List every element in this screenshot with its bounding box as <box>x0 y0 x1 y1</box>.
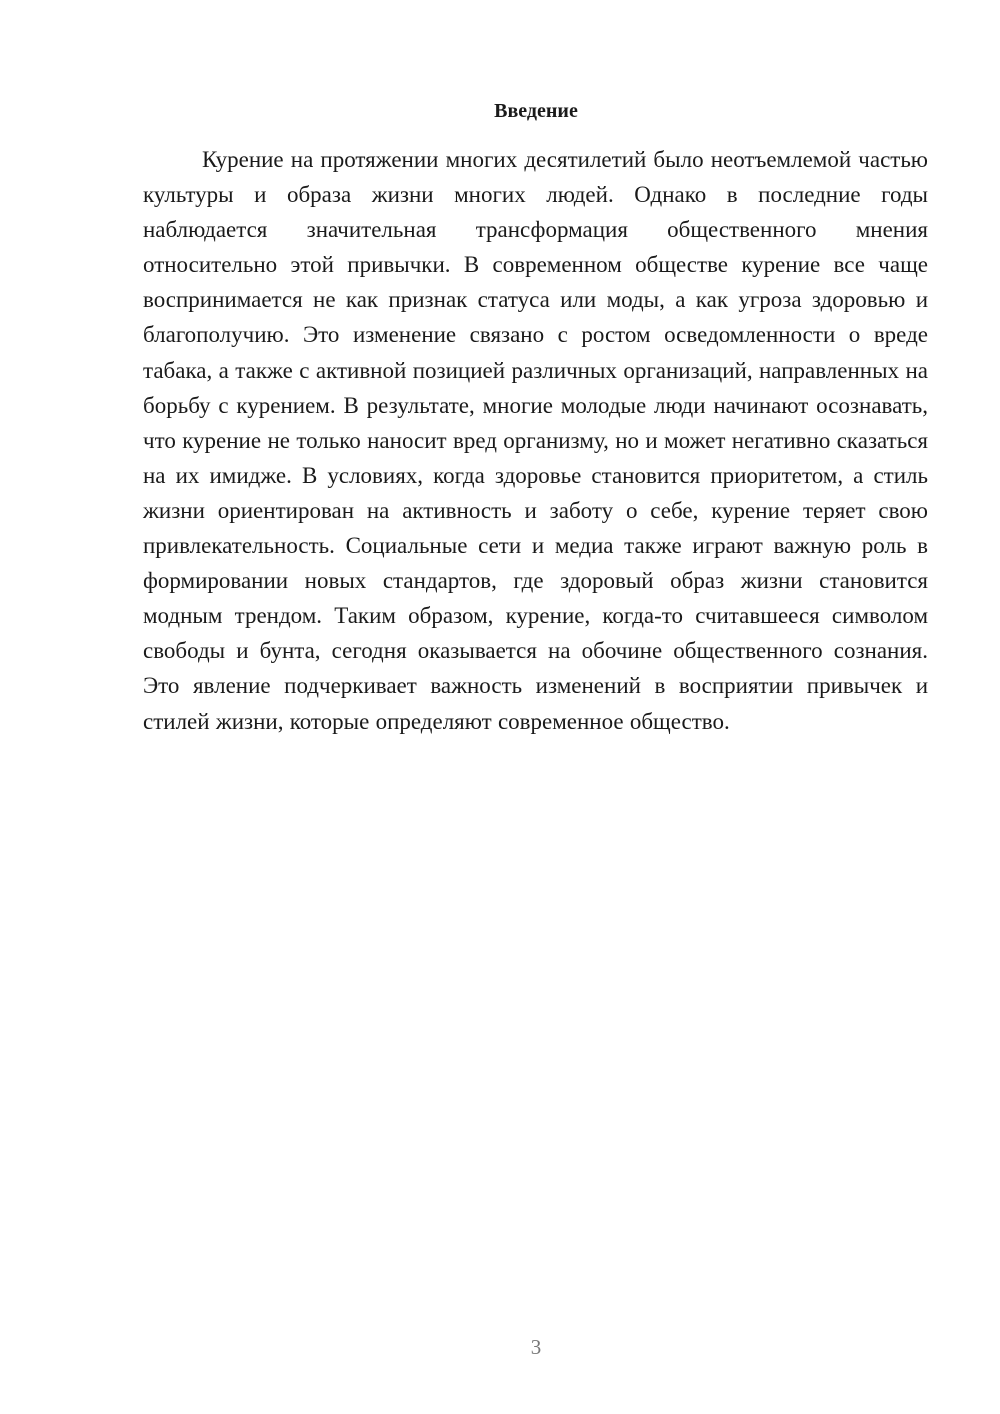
page-number: 3 <box>530 1335 542 1359</box>
section-heading: Введение <box>494 100 578 122</box>
body-paragraph: Курение на протяжении многих десятилетий было неотъемлемой частью культуры и образа жизни многих людей. Однако в последние годы наблюдается значительная трансформация общественного мнения относительно этой привычки. В современном обществе курение все чаще воспринимается не как признак статуса или моды, а как угроза здоровью и благополучию. Это изменение связано с ростом осведомленности о вреде табака, а также с активной позицией различных организаций, направленных на борьбу с курением. В результате, многие молодые люди начинают осознавать, что курение не только наносит вред организму, но и может негативно сказаться на их имидже. В условиях, когда здоровье становится приоритетом, а стиль жизни ориентирован на активность и заботу о себе, курение теряет свою привлекательность. Социальные сети и медиа также играют важную роль в формировании новых стандартов, где здоровый образ жизни становится модным трендом. Таким образом, курение, когда-то считавшееся символом свободы и бунта, сегодня оказывается на обочине общественного сознания. Это явление подчеркивает важность изменений в восприятии привычек и стилей жизни, которые определяют современное общество. <box>143 147 928 734</box>
